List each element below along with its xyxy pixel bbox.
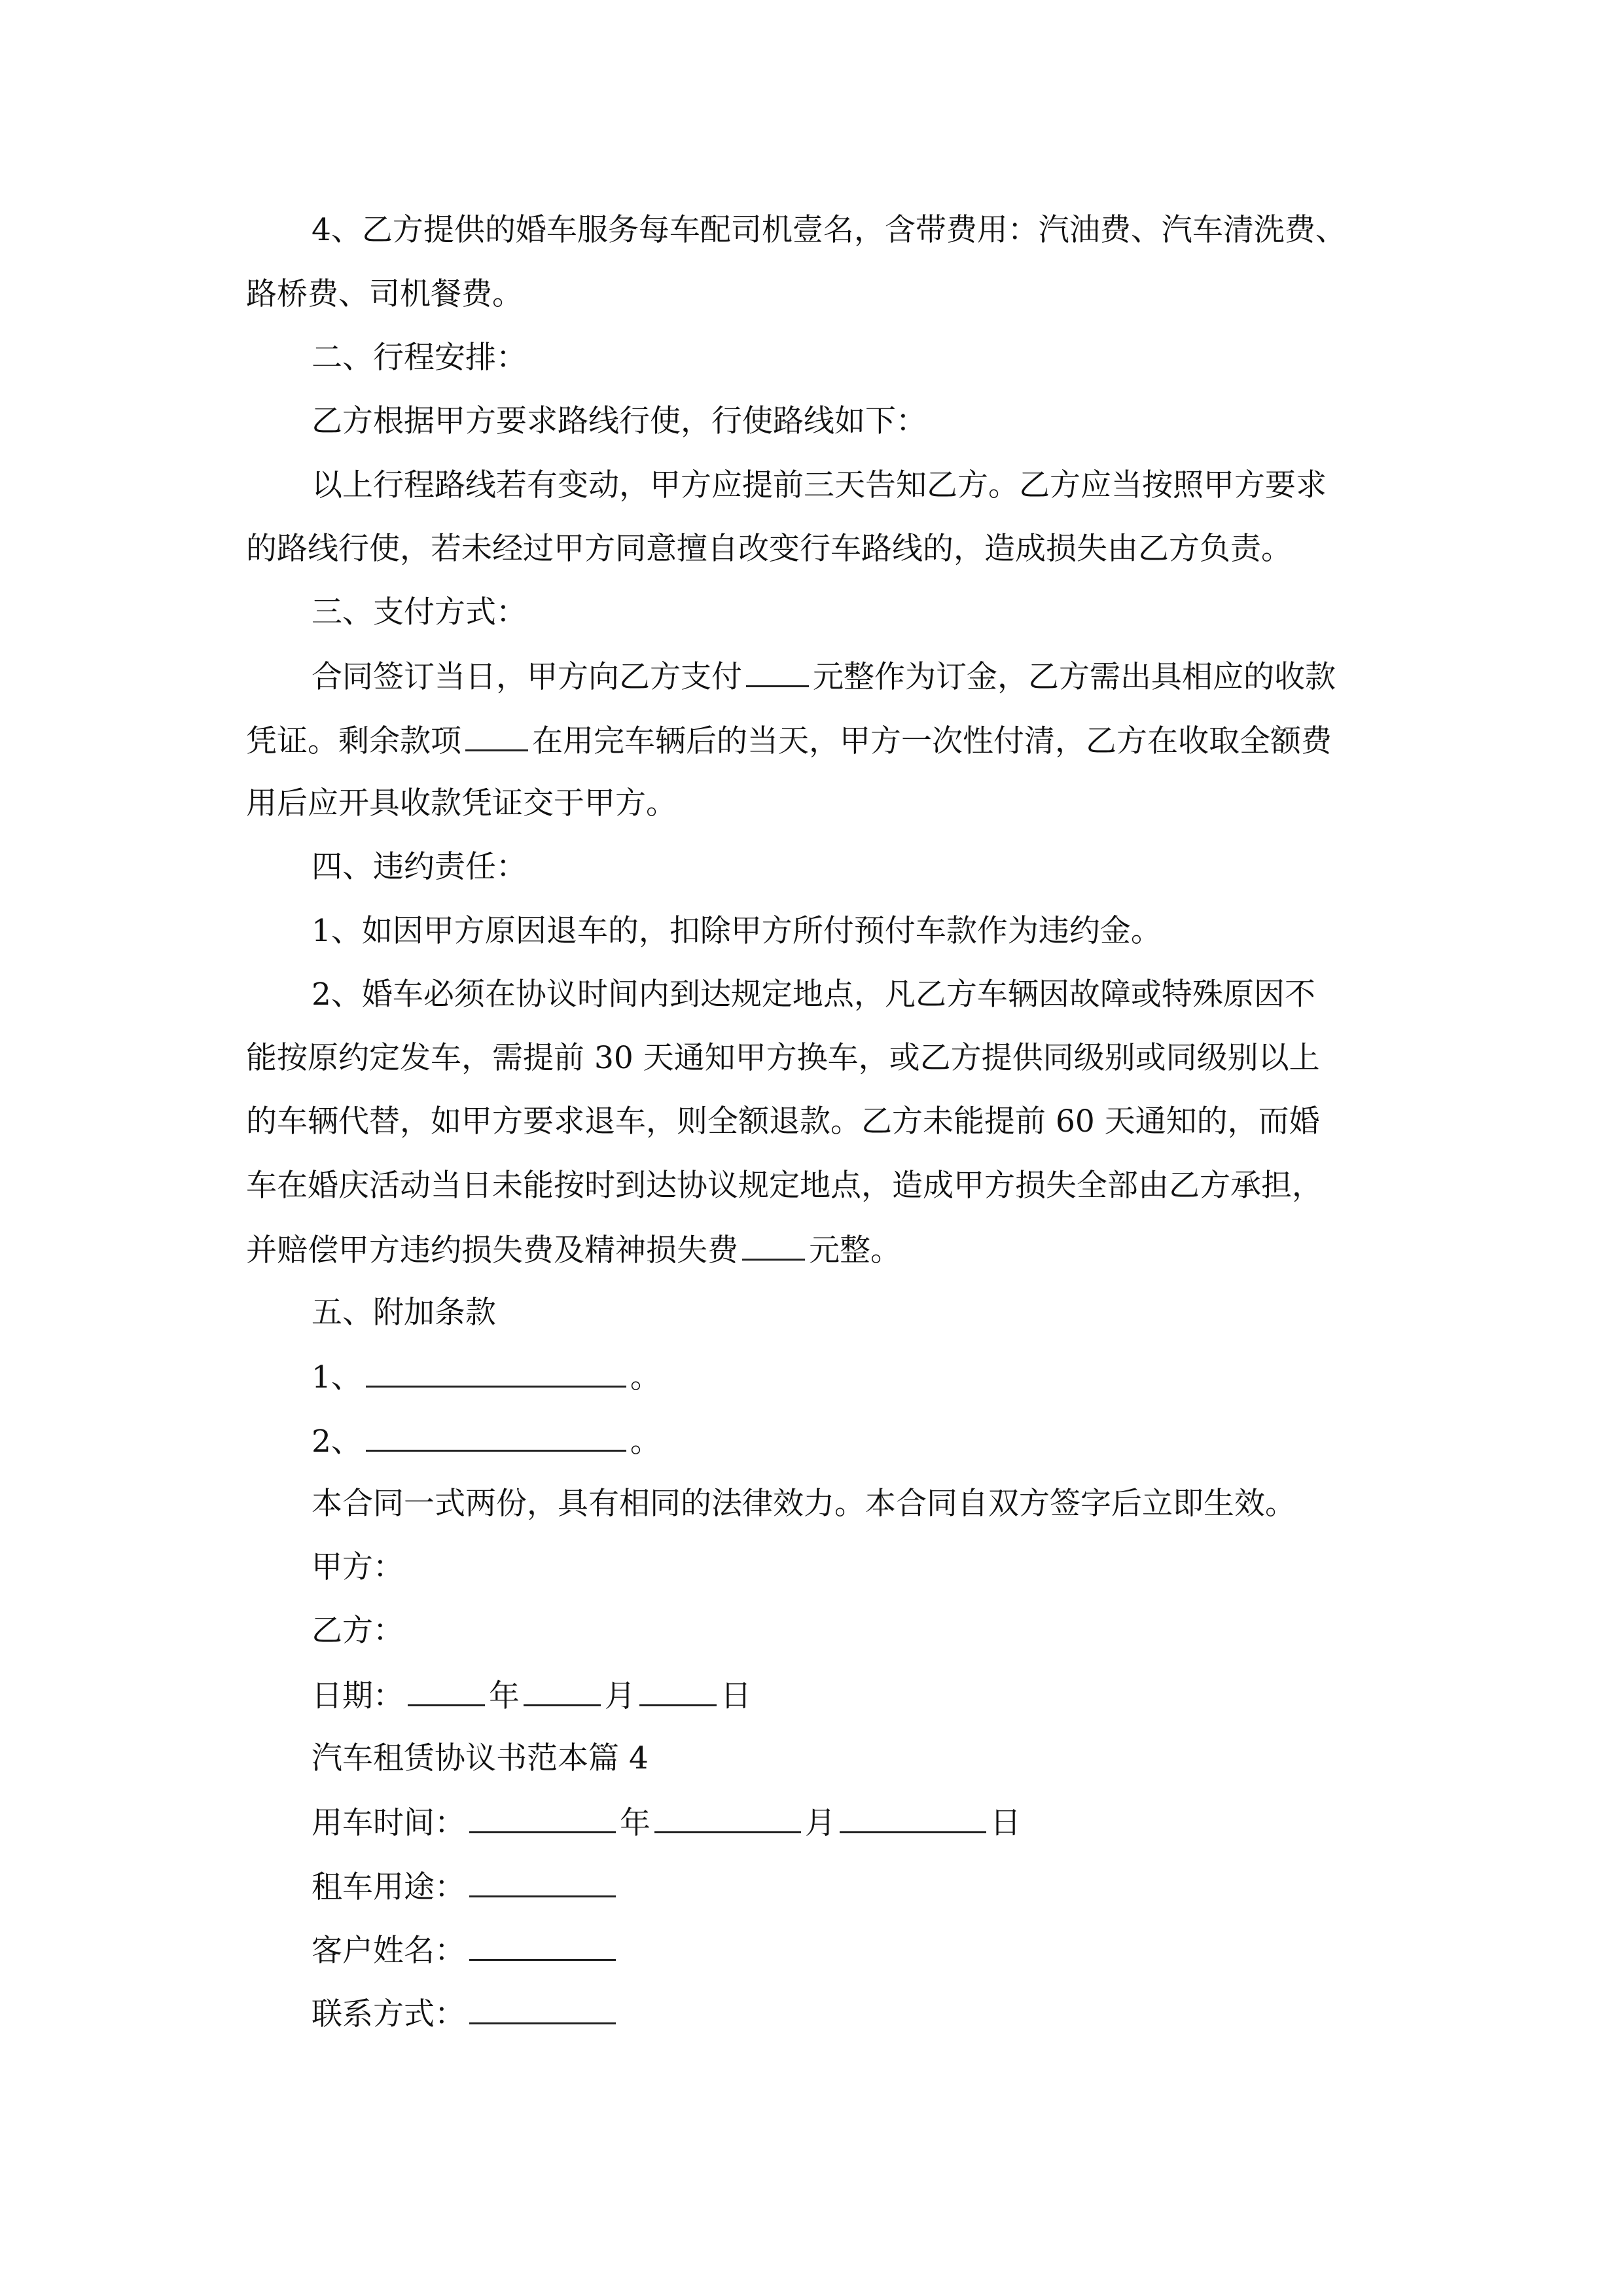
section-heading-4: 四、违约责任： bbox=[312, 849, 527, 885]
date-label: 日期： bbox=[312, 1678, 404, 1714]
breach-line-5-text-b: 元整。 bbox=[809, 1232, 901, 1268]
additional-term-2 bbox=[312, 1421, 1398, 1462]
rental-purpose-label: 租车用途： bbox=[312, 1869, 465, 1905]
section-heading-3: 三、支付方式： bbox=[312, 594, 527, 630]
template-section-title: 汽车租赁协议书范本篇 4 bbox=[312, 1740, 649, 1776]
deposit-amount-blank[interactable] bbox=[746, 656, 809, 687]
date-year-blank[interactable] bbox=[408, 1676, 485, 1706]
section-heading-5: 五、附加条款 bbox=[312, 1295, 496, 1331]
customer-name-field bbox=[312, 1930, 1398, 1971]
party-a-signature-label: 甲方： bbox=[312, 1549, 404, 1585]
additional-term-2-number: 2、 bbox=[312, 1424, 362, 1460]
route-intro: 乙方根据甲方要求路线行使，行使路线如下： bbox=[312, 403, 927, 439]
date-year-unit: 年 bbox=[489, 1678, 520, 1714]
compensation-amount-blank[interactable] bbox=[742, 1230, 805, 1261]
date-month-unit: 月 bbox=[605, 1678, 635, 1714]
balance-amount-blank[interactable] bbox=[465, 721, 528, 751]
rental-purpose-field bbox=[312, 1867, 1398, 1907]
payment-line-3: 用后应开具收款凭证交于甲方。 bbox=[246, 785, 677, 821]
payment-line-2-text-a: 凭证。剩余款项 bbox=[246, 723, 461, 759]
clause-1-4-line-1: 4、乙方提供的婚车服务每车配司机壹名，含带费用：汽油费、汽车清洗费、 bbox=[312, 212, 1346, 248]
contact-info-blank[interactable] bbox=[469, 1994, 616, 2024]
rental-month-unit: 月 bbox=[805, 1805, 836, 1841]
breach-clause-2-line-1: 2、婚车必须在协议时间内到达规定地点，凡乙方车辆因故障或特殊原因不 bbox=[312, 977, 1315, 1013]
clause-1-4-line-2: 路桥费、司机餐费。 bbox=[246, 276, 523, 312]
payment-line-1-text-a: 合同签订当日，甲方向乙方支付 bbox=[312, 659, 742, 695]
copies-statement: 本合同一式两份，具有相同的法律效力。本合同自双方签字后立即生效。 bbox=[312, 1486, 1296, 1522]
rental-month-blank[interactable] bbox=[654, 1803, 801, 1833]
customer-name-label: 客户姓名： bbox=[312, 1933, 465, 1969]
additional-term-1-number: 1、 bbox=[312, 1359, 362, 1395]
additional-term-1 bbox=[312, 1357, 1398, 1397]
rental-day-blank[interactable] bbox=[840, 1803, 986, 1833]
rental-year-blank[interactable] bbox=[469, 1803, 616, 1833]
additional-term-1-end: 。 bbox=[630, 1359, 661, 1395]
rental-day-unit: 日 bbox=[990, 1805, 1021, 1841]
breach-clause-2-line-5 bbox=[246, 1230, 1398, 1270]
contact-info-field bbox=[312, 1994, 1398, 2034]
breach-clause-1: 1、如因甲方原因退车的，扣除甲方所付预付车款作为违约金。 bbox=[312, 913, 1162, 949]
payment-line-1 bbox=[312, 656, 1398, 697]
rental-year-unit: 年 bbox=[620, 1805, 651, 1841]
signing-date bbox=[312, 1676, 1398, 1716]
rental-purpose-blank[interactable] bbox=[469, 1867, 616, 1897]
payment-line-2-text-b: 在用完车辆后的当天，甲方一次性付清，乙方在收取全额费 bbox=[532, 723, 1332, 759]
date-day-blank[interactable] bbox=[639, 1676, 717, 1706]
additional-term-2-end: 。 bbox=[630, 1424, 661, 1460]
section-heading-2: 二、行程安排： bbox=[312, 340, 527, 376]
breach-clause-2-line-3: 的车辆代替，如甲方要求退车，则全额退款。乙方未能提前 60 天通知的，而婚 bbox=[246, 1103, 1320, 1139]
additional-term-2-blank[interactable] bbox=[366, 1421, 626, 1452]
route-change-line-2: 的路线行使，若未经过甲方同意擅自改变行车路线的，造成损失由乙方负责。 bbox=[246, 531, 1292, 567]
customer-name-blank[interactable] bbox=[469, 1930, 616, 1961]
additional-term-1-blank[interactable] bbox=[366, 1357, 626, 1388]
breach-clause-2-line-4: 车在婚庆活动当日未能按时到达协议规定地点，造成甲方损失全部由乙方承担， bbox=[246, 1168, 1323, 1204]
rental-time-label: 用车时间： bbox=[312, 1805, 465, 1841]
date-month-blank[interactable] bbox=[524, 1676, 601, 1706]
breach-line-5-text-a: 并赔偿甲方违约损失费及精神损失费 bbox=[246, 1232, 738, 1268]
party-b-signature-label: 乙方： bbox=[312, 1613, 404, 1649]
contact-info-label: 联系方式： bbox=[312, 1996, 465, 2032]
rental-time-field bbox=[312, 1803, 1398, 1843]
breach-clause-2-line-2: 能按原约定发车，需提前 30 天通知甲方换车，或乙方提供同级别或同级别以上 bbox=[246, 1040, 1320, 1076]
route-change-line-1: 以上行程路线若有变动，甲方应提前三天告知乙方。乙方应当按照甲方要求 bbox=[312, 467, 1327, 503]
date-day-unit: 日 bbox=[721, 1678, 751, 1714]
payment-line-1-text-b: 元整作为订金，乙方需出具相应的收款 bbox=[813, 659, 1336, 695]
payment-line-2 bbox=[246, 721, 1398, 761]
